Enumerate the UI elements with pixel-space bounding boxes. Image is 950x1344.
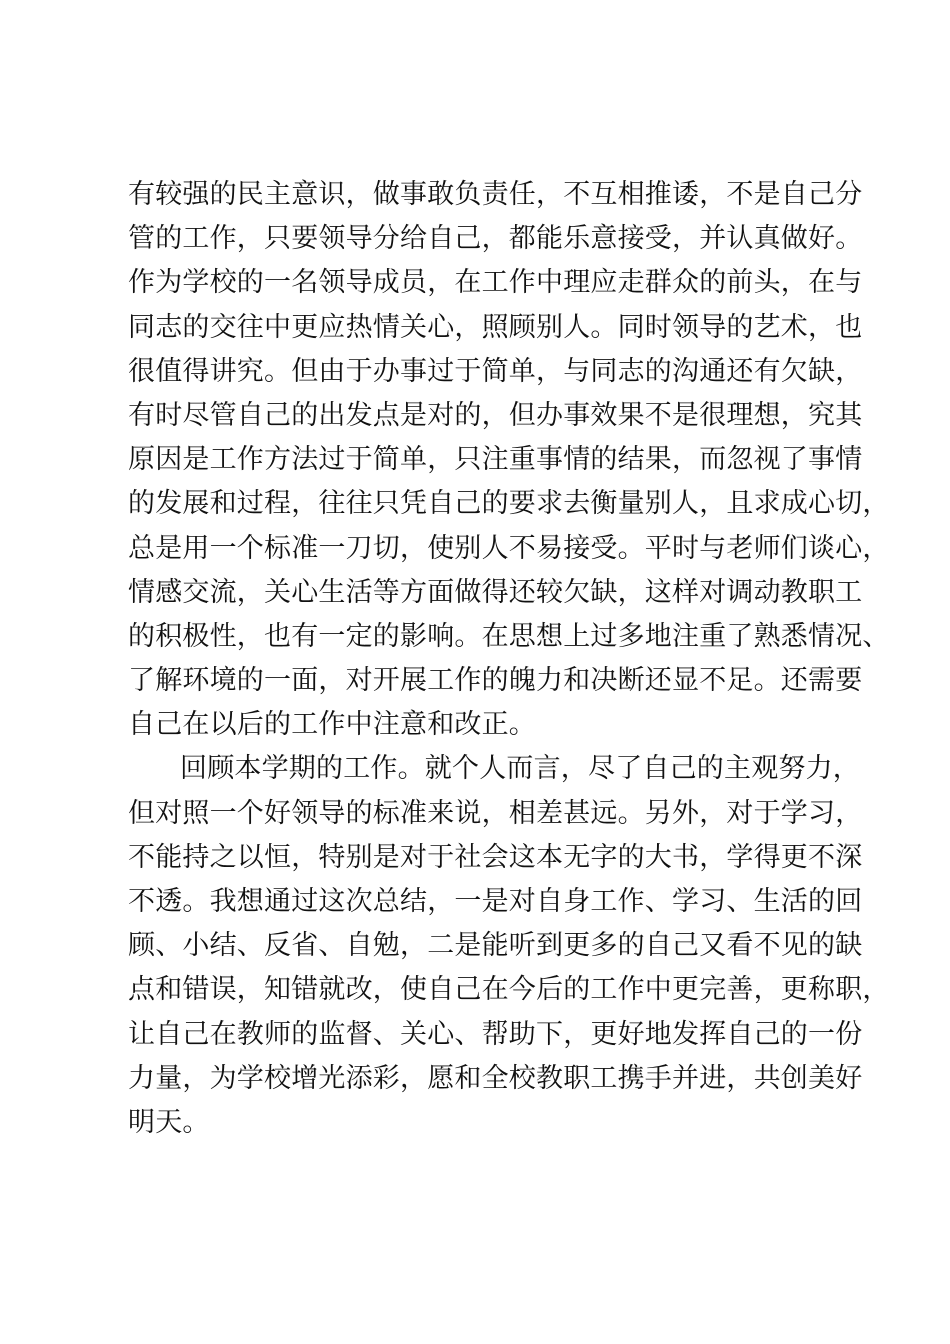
text-line: 作为学校的一名领导成员，在工作中理应走群众的前头，在与 [128,267,863,299]
text-line: 总是用一个标准一刀切，使别人不易接受。平时与老师们谈心， [128,532,890,564]
text-line: 力量，为学校增光添彩，愿和全校教职工携手并进，共创美好 [128,1062,863,1094]
text-line: 点和错误，知错就改，使自己在今后的工作中更完善，更称职， [128,974,890,1006]
text-line: 有较强的民主意识，做事敢负责任，不互相推诿，不是自己分 [128,179,863,210]
text-line: 的积极性，也有一定的影响。在思想上过多地注重了熟悉情况、 [128,620,890,652]
text-line: 情感交流，关心生活等方面做得还较欠缺，这样对调动教职工 [128,576,863,608]
paragraph-1 [128,173,890,747]
text-line: 了解环境的一面，对开展工作的魄力和决断还显不足。还需要 [128,665,863,697]
text-line: 原因是工作方法过于简单，只注重事情的结果，而忽视了事情 [128,444,863,476]
body-text [128,173,890,1145]
text-line: 同志的交往中更应热情关心，照顾别人。同时领导的艺术，也 [128,311,863,343]
text-line: 自己在以后的工作中注意和改正。 [128,709,536,741]
text-line: 让自己在教师的监督、关心、帮助下，更好地发挥自己的一份 [128,1018,863,1050]
text-line: 但对照一个好领导的标准来说，相差甚远。另外，对于学习， [128,797,863,829]
text-line: 很值得讲究。但由于办事过于简单，与同志的沟通还有欠缺， [128,355,863,387]
text-line: 不透。我想通过这次总结，一是对自身工作、学习、生活的回 [128,886,863,917]
text-line: 回顾本学期的工作。就个人而言，尽了自己的主观努力， [180,753,860,785]
text-line: 有时尽管自己的出发点是对的，但办事效果不是很理想，究其 [128,399,863,431]
paragraph-2 [128,747,890,1145]
text-line: 的发展和过程，往往只凭自己的要求去衡量别人，且求成心切， [128,488,890,520]
text-line: 不能持之以恒，特别是对于社会这本无字的大书，学得更不深 [128,841,863,873]
text-line: 管的工作，只要领导分给自己，都能乐意接受，并认真做好。 [128,223,863,255]
text-line: 顾、小结、反省、自勉，二是能听到更多的自己又看不见的缺 [128,930,863,962]
text-line: 明天。 [128,1106,210,1138]
